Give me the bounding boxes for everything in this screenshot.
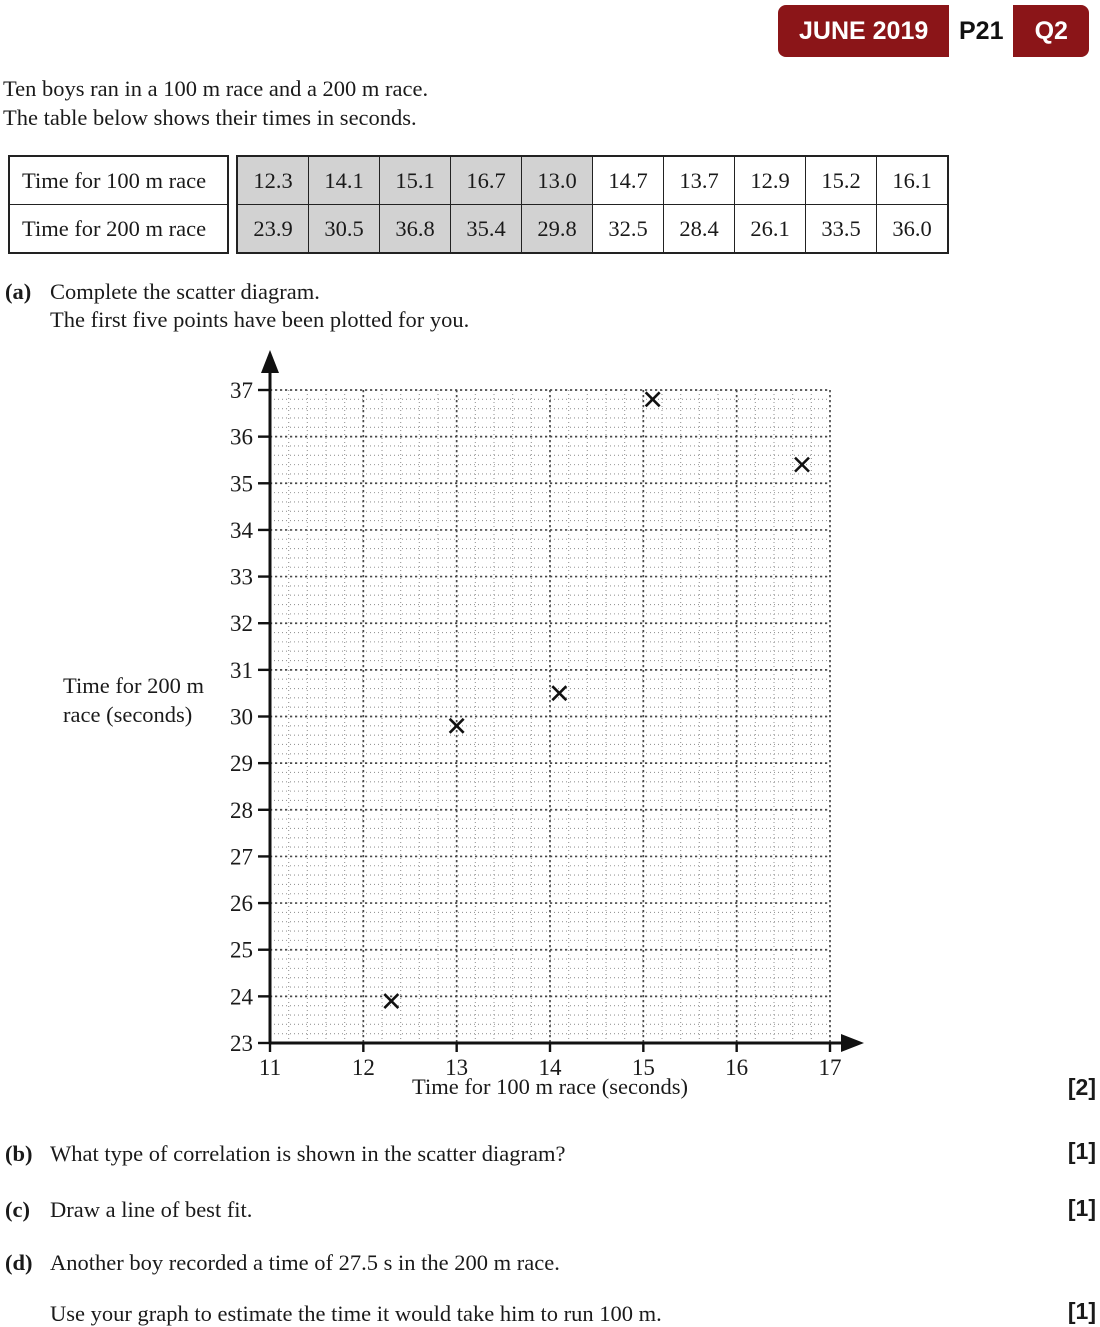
badge-paper: P21 <box>949 5 1013 57</box>
mark-part-c: [1] <box>1067 1195 1096 1221</box>
table-row <box>237 205 948 254</box>
badge-question: Q2 <box>1034 16 1068 45</box>
y-tick-label: 35 <box>230 471 253 497</box>
y-tick-label: 33 <box>230 564 253 590</box>
y-axis-label-line-1: Time for 200 m <box>63 673 205 698</box>
mark-part-b: [1] <box>1067 1138 1096 1164</box>
value-cell: 36.0 <box>877 205 949 254</box>
value-cell: 16.7 <box>451 156 522 205</box>
y-tick-label: 25 <box>230 937 253 963</box>
row-header-cell: Time for 200 m race <box>9 205 228 254</box>
intro-line-2: The table below shows their times in seconds. <box>3 104 417 130</box>
badge-session: JUNE 2019 <box>799 16 929 45</box>
y-tick-label: 29 <box>230 751 253 777</box>
y-tick-label: 28 <box>230 797 253 823</box>
y-axis-label-line-2: race (seconds) <box>63 701 193 727</box>
value-cell: 29.8 <box>522 205 593 254</box>
value-cell: 13.0 <box>522 156 593 205</box>
part-c-text: Draw a line of best fit. <box>50 1197 253 1222</box>
table-row <box>9 205 228 254</box>
value-cell: 13.7 <box>664 156 735 205</box>
value-cell: 23.9 <box>237 205 309 254</box>
part-c-label: (c) <box>5 1197 30 1222</box>
value-cell: 15.1 <box>380 156 451 205</box>
times-table-row-headers <box>8 155 229 254</box>
y-tick-label: 24 <box>230 984 253 1010</box>
value-cell: 26.1 <box>735 205 806 254</box>
part-d-label: (d) <box>5 1250 33 1275</box>
times-table <box>8 155 949 254</box>
scatter-diagram <box>200 345 890 1105</box>
value-cell: 33.5 <box>806 205 877 254</box>
value-cell: 30.5 <box>309 205 380 254</box>
value-cell: 12.9 <box>735 156 806 205</box>
value-cell: 15.2 <box>806 156 877 205</box>
y-tick-label: 32 <box>230 611 253 637</box>
part-b-text: What type of correlation is shown in the scatter diagram? <box>50 1141 566 1166</box>
value-cell: 35.4 <box>451 205 522 254</box>
x-tick-label: 13 <box>445 1055 469 1080</box>
part-a-text <box>50 278 469 334</box>
part-a-line-2: The first five points have been plotted for you. <box>50 307 470 332</box>
value-cell: 16.1 <box>877 156 949 205</box>
x-axis-label: Time for 100 m race (seconds) <box>412 1074 688 1099</box>
table-row <box>9 156 228 205</box>
x-tick-label: 16 <box>725 1055 749 1080</box>
x-tick-label: 11 <box>258 1055 282 1080</box>
y-tick-label: 30 <box>230 704 253 730</box>
value-cell: 32.5 <box>593 205 664 254</box>
x-tick-label: 17 <box>818 1055 842 1080</box>
y-tick-label: 26 <box>230 891 253 917</box>
y-axis-label <box>63 672 204 729</box>
x-tick-label: 12 <box>351 1055 375 1080</box>
y-tick-label: 36 <box>230 424 253 450</box>
y-axis-arrow <box>261 350 279 373</box>
y-tick-label: 34 <box>230 517 253 543</box>
intro-text <box>3 75 428 132</box>
part-a <box>5 278 469 334</box>
value-cell: 36.8 <box>380 205 451 254</box>
times-table-values <box>236 155 949 254</box>
part-c <box>5 1196 252 1224</box>
value-cell: 14.1 <box>309 156 380 205</box>
part-d-text: Another boy recorded a time of 27.5 s in the 200 m race. <box>50 1250 560 1275</box>
y-tick-label: 37 <box>230 378 253 403</box>
part-a-line-1: Complete the scatter diagram. <box>50 279 320 304</box>
row-header-cell: Time for 100 m race <box>9 156 228 205</box>
part-d <box>5 1249 560 1277</box>
value-cell: 28.4 <box>664 205 735 254</box>
x-tick-label: 14 <box>538 1055 562 1080</box>
y-tick-label: 31 <box>230 657 253 683</box>
part-a-label: (a) <box>5 279 32 304</box>
y-tick-label: 27 <box>230 844 253 870</box>
y-tick-label: 23 <box>230 1031 253 1056</box>
question-reference-badge <box>778 5 1089 57</box>
part-d-line-2: Use your graph to estimate the time it would take him to run 100 m. <box>50 1301 662 1326</box>
x-axis-arrow <box>841 1034 864 1052</box>
intro-line-1: Ten boys ran in a 100 m race and a 200 m race. <box>3 76 429 101</box>
part-b <box>5 1140 565 1168</box>
value-cell: 14.7 <box>593 156 664 205</box>
x-tick-label: 15 <box>631 1055 655 1080</box>
value-cell: 12.3 <box>237 156 309 205</box>
part-b-label: (b) <box>5 1141 33 1166</box>
table-row <box>237 156 948 205</box>
mark-part-a: [2] <box>1067 1074 1096 1100</box>
mark-part-d: [1] <box>1067 1298 1096 1324</box>
